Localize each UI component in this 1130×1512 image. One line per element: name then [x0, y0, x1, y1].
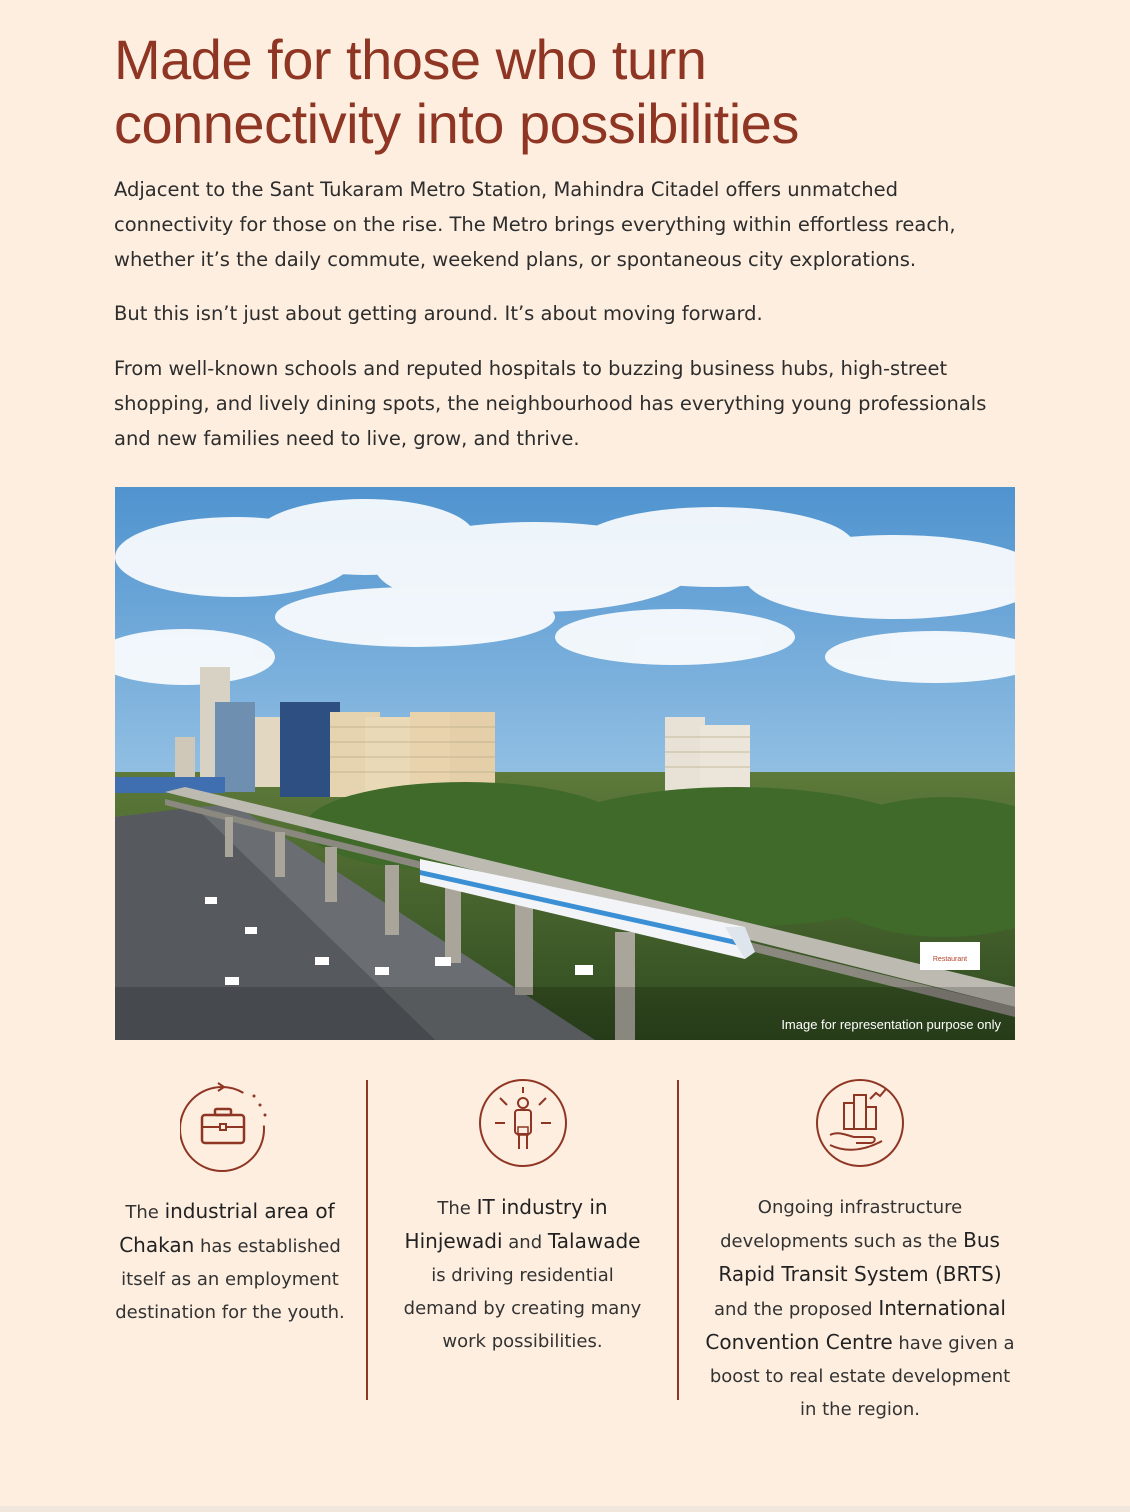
divider	[677, 1080, 679, 1400]
feature-2-text: The IT industry in Hinjewadi and Talawade is driving residential demand by creating many work possibilities.	[403, 1195, 642, 1352]
feature-1-text: The industrial area of Chakan has established itself as an employment destination for the youth.	[115, 1199, 345, 1323]
professional-growth-icon	[475, 1075, 571, 1171]
feature-3-highlight-1: Bus Rapid Transit System (BRTS)	[718, 1228, 1002, 1286]
intro-paragraph: Adjacent to the Sant Tukaram Metro Station, Mahindra Citadel offers unmatched connectivity for those on the rise. The Metro brings everything within effortless reach, whether it’s the daily commute, weekend plans, or spontaneous city explorations.	[114, 178, 956, 271]
metro-city-photo	[115, 487, 1015, 1040]
briefcase-icon	[180, 1075, 280, 1175]
feature-2-highlight-2: Talawade	[547, 1229, 641, 1253]
feature-infrastructure	[705, 1075, 1015, 1426]
feature-3-highlight-2: International Convention Centre	[705, 1296, 1006, 1354]
tagline-paragraph: But this isn’t just about getting around. It’s about moving forward.	[114, 302, 763, 325]
feature-it-industry	[395, 1075, 650, 1358]
photo-caption: Image for representation purpose only	[781, 1017, 1001, 1032]
feature-3-text: Ongoing infrastructure developments such as the Bus Rapid Transit System (BRTS) and the proposed International Convention Centre have given a boost to real estate development in the region.	[705, 1197, 1015, 1420]
title-line-1: Made for those who turn	[114, 28, 707, 91]
feature-1-highlight: industrial area of Chakan	[119, 1199, 335, 1257]
divider	[366, 1080, 368, 1400]
page-title	[114, 28, 1014, 156]
neighbourhood-paragraph: From well-known schools and reputed hospitals to buzzing business hubs, high-street shopping, and lively dining spots, the neighbourhood has everything young professionals and new families need to live, grow, and thrive.	[114, 357, 987, 450]
page-bottom-border	[0, 1506, 1130, 1512]
feature-2-highlight-1: IT industry in Hinjewadi	[404, 1195, 608, 1253]
title-line-2: connectivity into possibilities	[114, 92, 799, 155]
real-estate-growth-icon	[812, 1075, 908, 1171]
signboard-text: Restaurant	[932, 956, 968, 963]
feature-chakan	[115, 1075, 345, 1329]
